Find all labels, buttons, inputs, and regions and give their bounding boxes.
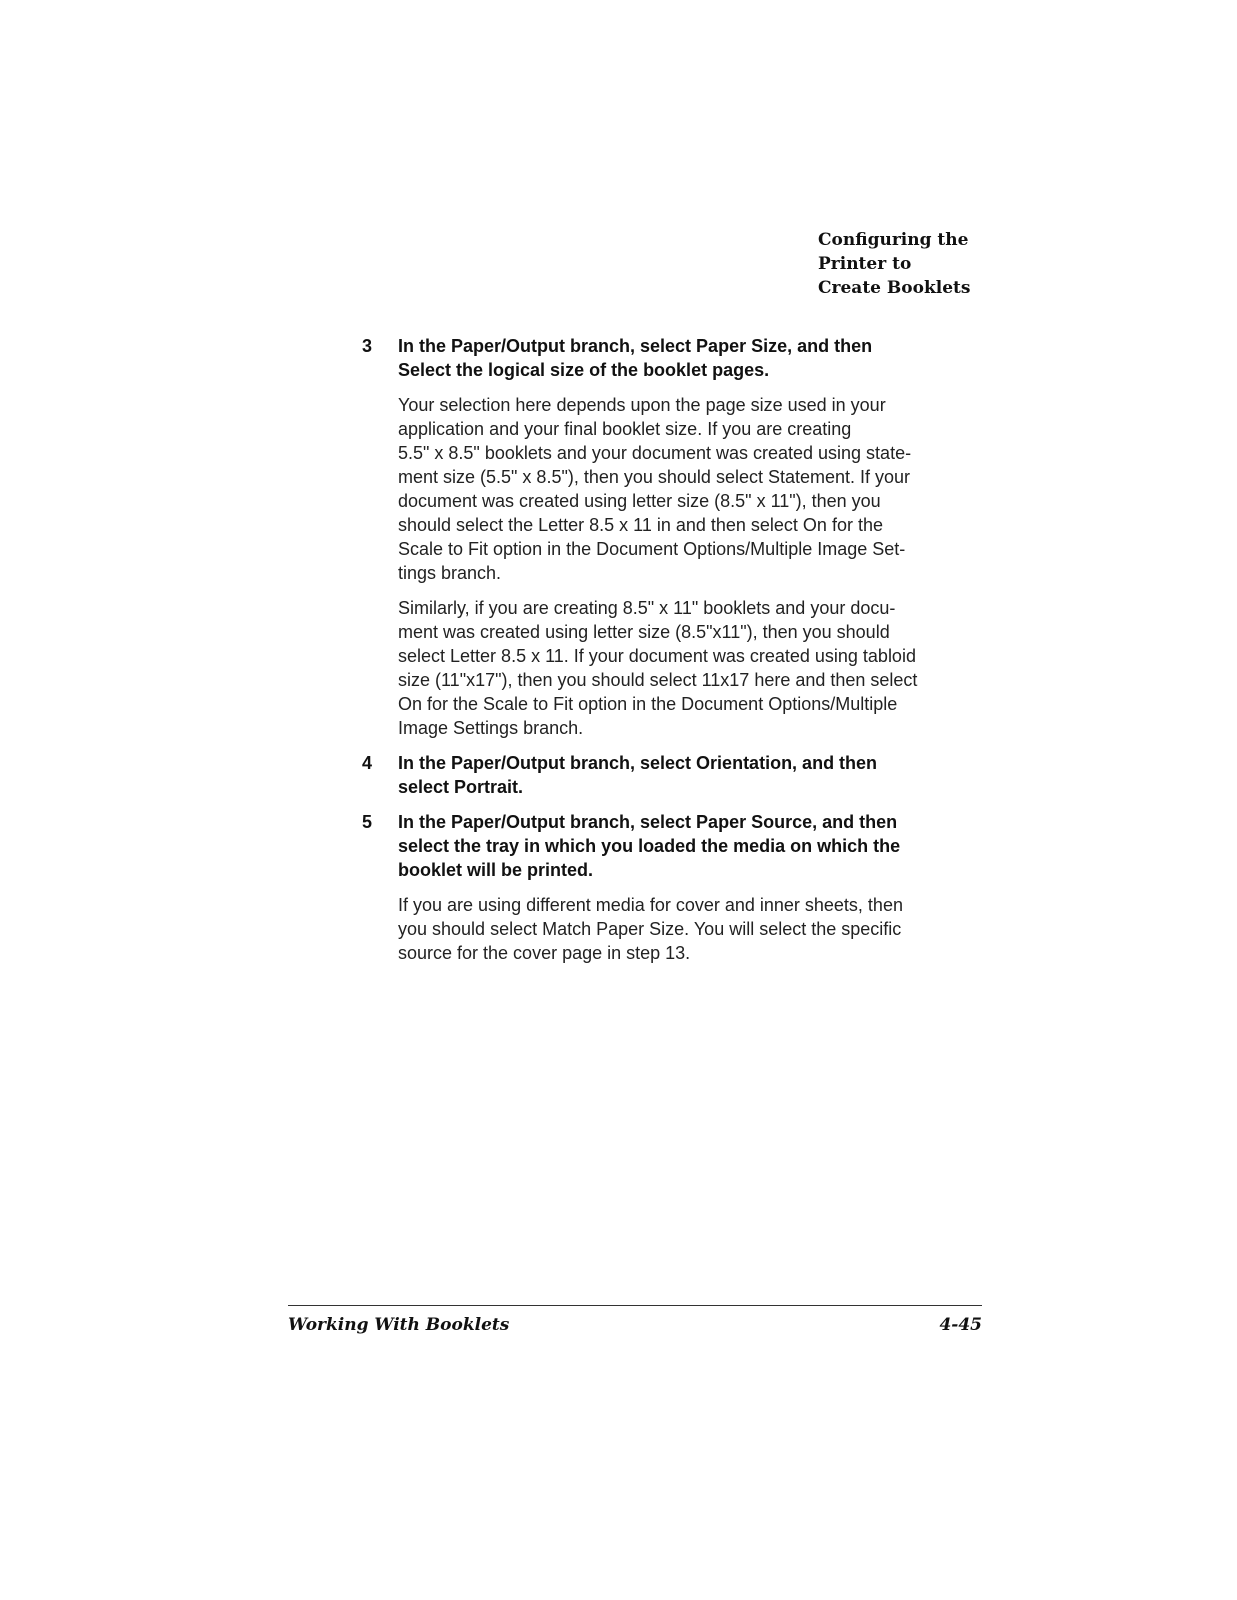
footer-divider	[288, 1305, 982, 1306]
paragraph-line: you should select Match Paper Size. You will select the specific	[398, 919, 902, 939]
section-heading-line: Configuring the	[818, 230, 969, 250]
step-number: 5	[362, 812, 373, 832]
paragraph-line: select Letter 8.5 x 11. If your document was created using tabloid	[398, 646, 916, 666]
step-title-line: select Portrait.	[398, 777, 524, 797]
step-title-line: Select the logical size of the booklet pages.	[398, 360, 770, 380]
step-title	[398, 751, 982, 799]
step-title-line: select the tray in which you loaded the media on which the	[398, 836, 901, 856]
paragraph-line: ment was created using letter size (8.5"x11"), then you should	[398, 622, 890, 642]
paragraph-line: document was created using letter size (8.5" x 11"), then you	[398, 491, 881, 511]
section-heading	[818, 228, 998, 300]
paragraph-line: 5.5" x 8.5" booklets and your document was created using state-	[398, 443, 912, 463]
step-title-line: In the Paper/Output branch, select Orientation, and then	[398, 753, 878, 773]
step-number: 4	[362, 753, 373, 773]
section-heading-line: Printer to	[818, 254, 912, 274]
paragraph-line: If you are using different media for cover and inner sheets, then	[398, 895, 903, 915]
step-5	[362, 810, 982, 882]
main-content	[362, 334, 982, 976]
paragraph-line: size (11"x17"), then you should select 11x17 here and then select	[398, 670, 918, 690]
paragraph-line: Image Settings branch.	[398, 718, 584, 738]
paragraph	[398, 393, 982, 585]
paragraph-line: application and your final booklet size. If you are creating	[398, 419, 852, 439]
step-title	[398, 810, 982, 882]
paragraph-line: ment size (5.5" x 8.5"), then you should select Statement. If your	[398, 467, 911, 487]
footer-chapter-title: Working With Booklets	[288, 1315, 510, 1335]
paragraph-line: tings branch.	[398, 563, 502, 583]
paragraph-line: Similarly, if you are creating 8.5" x 11" booklets and your docu-	[398, 598, 896, 618]
paragraph-line: On for the Scale to Fit option in the Document Options/Multiple	[398, 694, 898, 714]
step-title-line: booklet will be printed.	[398, 860, 594, 880]
step-3	[362, 334, 982, 382]
section-heading-line: Create Booklets	[818, 278, 971, 298]
step-title	[398, 334, 982, 382]
paragraph	[398, 596, 982, 740]
step-title-line: In the Paper/Output branch, select Paper Source, and then	[398, 812, 898, 832]
paragraph-line: Your selection here depends upon the page size used in your	[398, 395, 886, 415]
step-title-line: In the Paper/Output branch, select Paper Size, and then	[398, 336, 873, 356]
paragraph	[398, 893, 982, 965]
paragraph-line: Scale to Fit option in the Document Options/Multiple Image Set-	[398, 539, 906, 559]
step-4	[362, 751, 982, 799]
footer-page-number: 4-45	[939, 1315, 982, 1335]
paragraph-line: source for the cover page in step 13.	[398, 943, 691, 963]
step-number: 3	[362, 336, 373, 356]
paragraph-line: should select the Letter 8.5 x 11 in and then select On for the	[398, 515, 883, 535]
